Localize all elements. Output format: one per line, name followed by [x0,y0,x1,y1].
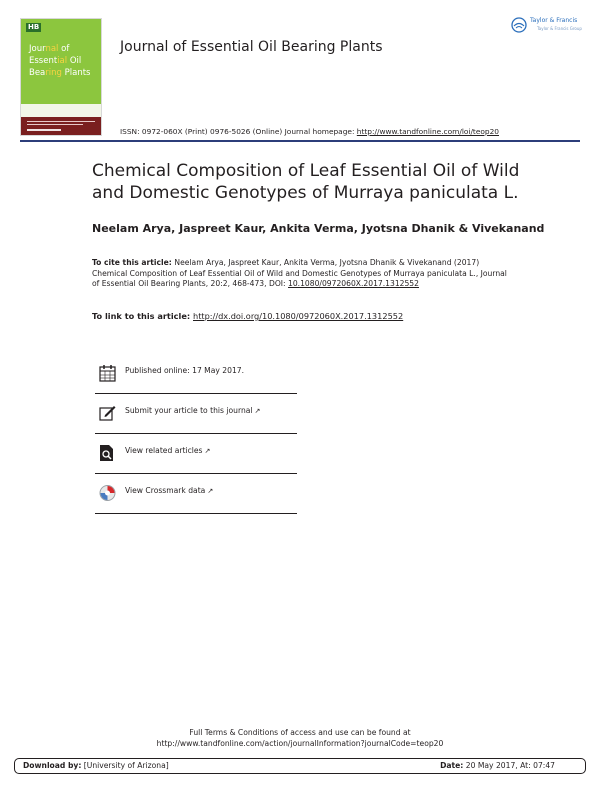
cover-title-line: Bearing Plants [29,68,91,78]
external-link-icon: ↗ [254,407,261,415]
header-divider [20,140,580,142]
crossmark-row[interactable] [95,473,297,514]
article-title: Chemical Composition of Leaf Essential Oil of Wild and Domestic Genotypes of Murraya paniculata L. [92,161,520,203]
related-articles-row[interactable] [95,433,297,474]
cover-title-line: Essential Oil [29,56,82,66]
citation-text: Neelam Arya, Jaspreet Kaur, Ankita Verma, Jyotsna Dhanik & Vivekanand (2017) Chemical Composition of Leaf Essential Oil of Wild and Domestic Genotypes of Murraya paniculata L., Journal of Essential Oil Bearing Plants, 20:2, 468-473, DOI: [92,258,507,289]
publisher-logo[interactable] [511,15,583,37]
edit-icon [99,404,116,422]
journal-cover-image [20,18,102,136]
journal-homepage-link[interactable]: http://www.tandfonline.com/loi/teop20 [356,127,499,136]
citation-label: To cite this article: [92,258,175,267]
article-doi-link[interactable]: http://dx.doi.org/10.1080/0972060X.2017.1312552 [193,311,404,321]
cover-publisher-logo: HB [28,23,40,31]
cover-title [29,43,90,79]
submit-article-row[interactable] [95,393,297,434]
publisher-subtitle: Taylor & Francis Group [537,26,582,31]
terms-line: Full Terms & Conditions of access and use can be found at [189,728,411,737]
crossmark-link[interactable]: View Crossmark data ↗ [125,486,214,495]
terms-link[interactable]: http://www.tandfonline.com/action/journalInformation?journalCode=teop20 [156,739,444,748]
publisher-name: Taylor & Francis [530,17,578,24]
cover-title-line: Journal of [29,44,70,54]
issn-line [120,127,499,136]
crossmark-icon [99,484,116,502]
terms-notice [0,727,600,749]
download-info-bar [14,758,586,774]
issn-text: ISSN: 0972-060X (Print) 0976-5026 (Online) Journal homepage: [120,127,357,136]
submit-article-link[interactable]: Submit your article to this journal ↗ [125,406,261,415]
published-online-text: Published online: 17 May 2017. [125,366,245,375]
calendar-icon [99,364,116,382]
publisher-logo-icon [511,17,527,33]
article-link-line [92,311,403,321]
external-link-icon: ↗ [207,487,214,495]
document-search-icon [99,444,116,462]
cover-footer-band [21,117,101,135]
citation-block [92,258,512,290]
article-authors: Neelam Arya, Jaspreet Kaur, Ankita Verma, Jyotsna Dhanik & Vivekanand [92,222,545,235]
download-date: Date: 20 May 2017, At: 07:47 [440,761,555,770]
journal-title: Journal of Essential Oil Bearing Plants [120,39,383,55]
external-link-icon: ↗ [204,447,211,455]
article-link-label: To link to this article: [92,311,193,321]
citation-doi-link[interactable]: 10.1080/0972060X.2017.1312552 [288,279,419,289]
published-online-row [95,353,297,394]
downloaded-by: Download by: [University of Arizona] [23,761,169,770]
related-articles-link[interactable]: View related articles ↗ [125,446,211,455]
cover-green-panel [21,19,101,104]
